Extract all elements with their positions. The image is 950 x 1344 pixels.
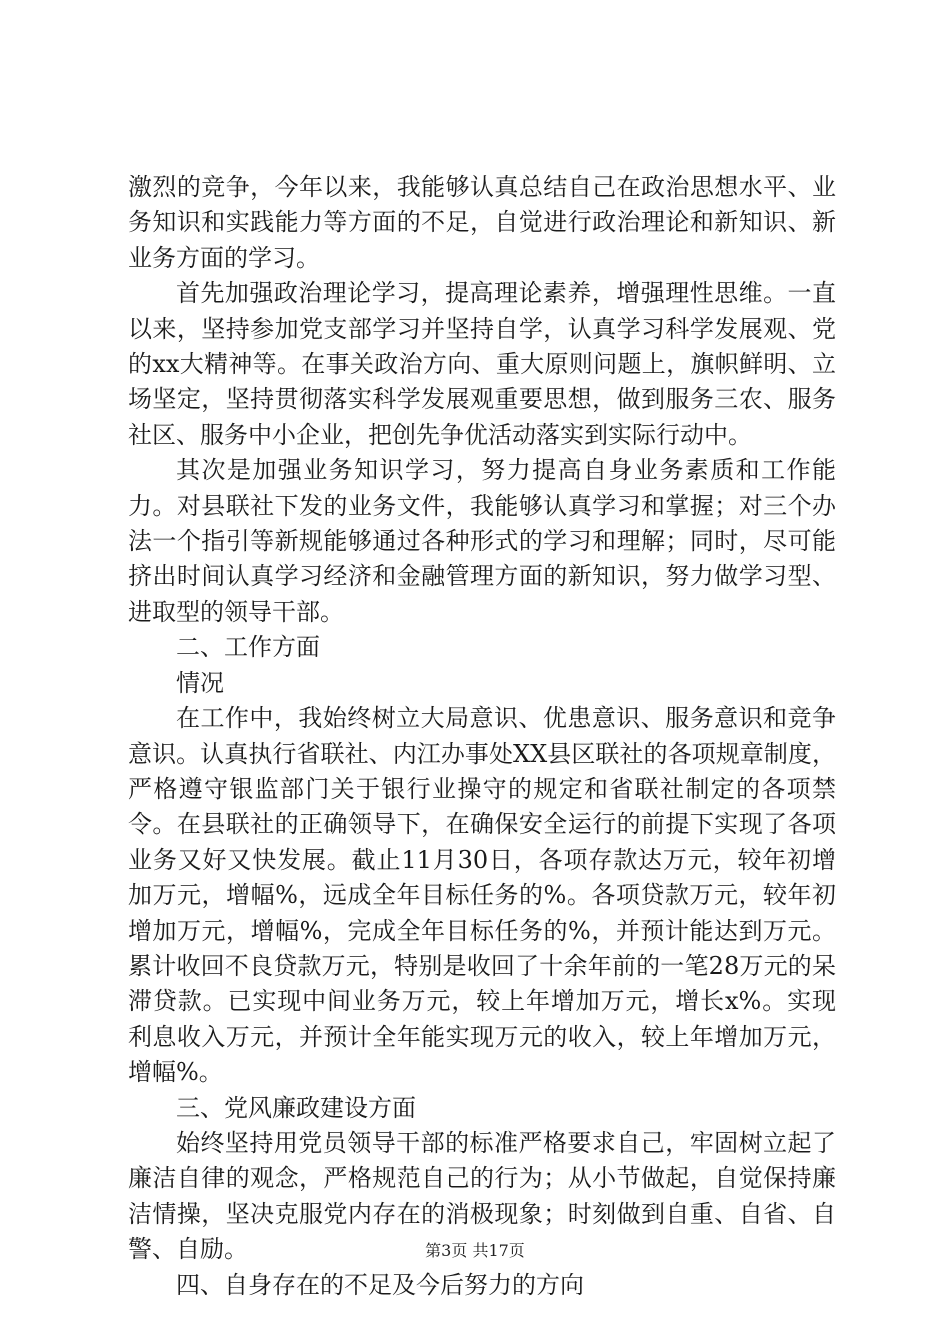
paragraph-business-study: 其次是加强业务知识学习，努力提高自身业务素质和工作能力。对县联社下发的业务文件，我能够认真学习和掌握；对三个办法一个指引等新规能够通过各种形式的学习和理解；同时，尽可能挤出时间认真学习经济和金融管理方面的新知识，努力做学习型、进取型的领导干部。 [128,456,836,626]
section-heading-work: 二、工作方面 [176,633,320,662]
section-heading-integrity: 三、党风廉政建设方面 [176,1093,416,1122]
paragraph-political-study: 首先加强政治理论学习，提高理论素养，增强理性思维。一直以来，坚持参加党支部学习并坚持自学，认真学习科学发展观、党的xx大精神等。在事关政治方向、重大原则问题上，旗帜鲜明、立场坚定，坚持贯彻落实科学发展观重要思想，做到服务三农、服务社区、服务中小企业，把创先争优活动落实到实际行动中。 [128,279,836,449]
document-body [128,170,836,1303]
paragraph-continued: 激烈的竞争，今年以来，我能够认真总结自己在政治思想水平、业务知识和实践能力等方面的不足，自觉进行政治理论和新知识、新业务方面的学习。 [128,173,836,272]
paragraph-work-details: 在工作中，我始终树立大局意识、优患意识、服务意识和竞争意识。认真执行省联社、内江办事处XX县区联社的各项规章制度，严格遵守银监部门关于银行业操守的规定和省联社制定的各项禁令。在县联社的正确领导下，在确保安全运行的前提下实现了各项业务又好又快发展。截止11月30日，各项存款达万元，较年初增加万元，增幅%，远成全年目标任务的%。各项贷款万元，较年初增加万元，增幅%，完成全年目标任务的%，并预计能达到万元。累计收回不良贷款万元，特别是收回了十余年前的一笔28万元的呆滞贷款。已实现中间业务万元，较上年增加万元，增长x%。实现利息收入万元，并预计全年能实现万元的收入，较上年增加万元，增幅%。 [128,704,836,1087]
section-heading-shortcomings: 四、自身存在的不足及今后努力的方向 [176,1270,584,1299]
page-number-footer: 第3页 共17页 [425,1241,525,1260]
section-subheading-situation: 情况 [176,668,224,697]
paragraph-integrity: 始终坚持用党员领导干部的标准严格要求自己，牢固树立起了廉洁自律的观念，严格规范自己的行为；从小节做起，自觉保持廉洁情操，坚决克服党内存在的消极现象；时刻做到自重、自省、自警、自励。 [128,1128,836,1264]
